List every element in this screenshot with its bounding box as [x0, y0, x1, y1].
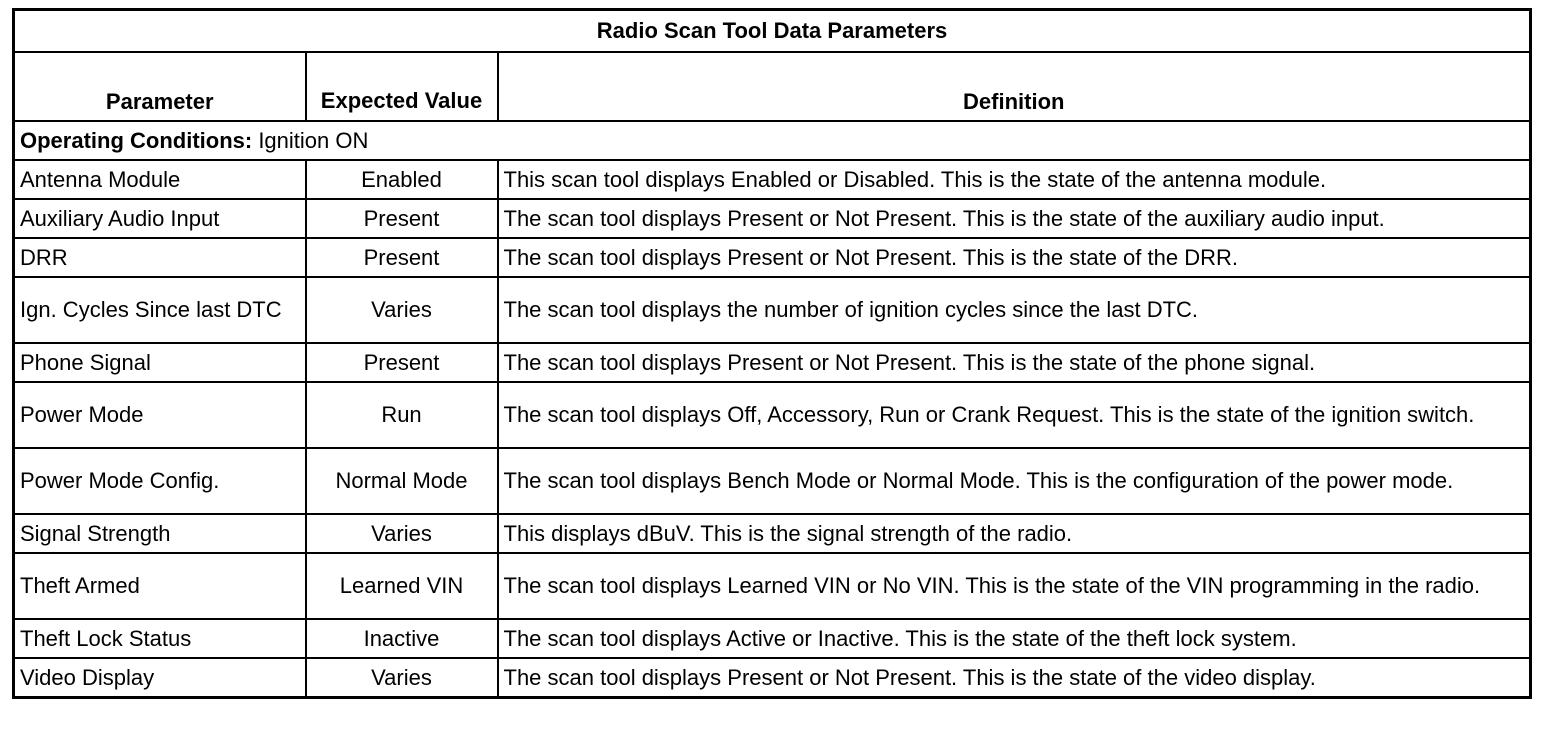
expected-value-cell: Inactive [306, 619, 498, 658]
parameter-cell: DRR [14, 238, 306, 277]
expected-value-cell: Varies [306, 277, 498, 343]
definition-cell: The scan tool displays Present or Not Present. This is the state of the video display. [498, 658, 1531, 698]
definition-cell: The scan tool displays Present or Not Present. This is the state of the DRR. [498, 238, 1531, 277]
column-header-parameter: Parameter [14, 52, 306, 121]
definition-cell: The scan tool displays Learned VIN or No VIN. This is the state of the VIN programming in the radio. [498, 553, 1531, 619]
parameter-cell: Signal Strength [14, 514, 306, 553]
expected-value-cell: Run [306, 382, 498, 448]
parameter-cell: Video Display [14, 658, 306, 698]
parameter-cell: Power Mode Config. [14, 448, 306, 514]
expected-value-cell: Enabled [306, 160, 498, 199]
parameter-cell: Theft Armed [14, 553, 306, 619]
table-row [14, 277, 1531, 343]
parameter-cell: Phone Signal [14, 343, 306, 382]
parameter-cell: Ign. Cycles Since last DTC [14, 277, 306, 343]
expected-value-cell: Present [306, 238, 498, 277]
table-row [14, 448, 1531, 514]
expected-value-cell: Present [306, 343, 498, 382]
table-row [14, 238, 1531, 277]
parameter-cell: Antenna Module [14, 160, 306, 199]
definition-cell: This displays dBuV. This is the signal strength of the radio. [498, 514, 1531, 553]
expected-value-cell: Varies [306, 514, 498, 553]
definition-cell: The scan tool displays Off, Accessory, Run or Crank Request. This is the state of the ignition switch. [498, 382, 1531, 448]
table-row [14, 199, 1531, 238]
parameter-cell: Theft Lock Status [14, 619, 306, 658]
column-header-expected-value: Expected Value [306, 52, 498, 121]
table-row [14, 160, 1531, 199]
table-row [14, 514, 1531, 553]
operating-conditions-value: Ignition ON [252, 127, 369, 153]
definition-cell: The scan tool displays Present or Not Present. This is the state of the auxiliary audio input. [498, 199, 1531, 238]
parameter-cell: Power Mode [14, 382, 306, 448]
definition-cell: The scan tool displays Active or Inactive. This is the state of the theft lock system. [498, 619, 1531, 658]
expected-value-cell: Normal Mode [306, 448, 498, 514]
table-row [14, 343, 1531, 382]
table-title: Radio Scan Tool Data Parameters [14, 10, 1531, 53]
definition-cell: This scan tool displays Enabled or Disabled. This is the state of the antenna module. [498, 160, 1531, 199]
expected-value-cell: Learned VIN [306, 553, 498, 619]
definition-cell: The scan tool displays the number of ignition cycles since the last DTC. [498, 277, 1531, 343]
operating-conditions-label: Operating Conditions: [20, 127, 253, 153]
table-row [14, 553, 1531, 619]
parameter-cell: Auxiliary Audio Input [14, 199, 306, 238]
operating-conditions [14, 121, 1531, 160]
definition-cell: The scan tool displays Bench Mode or Normal Mode. This is the configuration of the power mode. [498, 448, 1531, 514]
table-row [14, 382, 1531, 448]
scan-tool-data-table [12, 8, 1532, 699]
expected-value-cell: Varies [306, 658, 498, 698]
table-row [14, 619, 1531, 658]
definition-cell: The scan tool displays Present or Not Present. This is the state of the phone signal. [498, 343, 1531, 382]
table-row [14, 658, 1531, 698]
expected-value-cell: Present [306, 199, 498, 238]
column-header-definition: Definition [498, 52, 1531, 121]
